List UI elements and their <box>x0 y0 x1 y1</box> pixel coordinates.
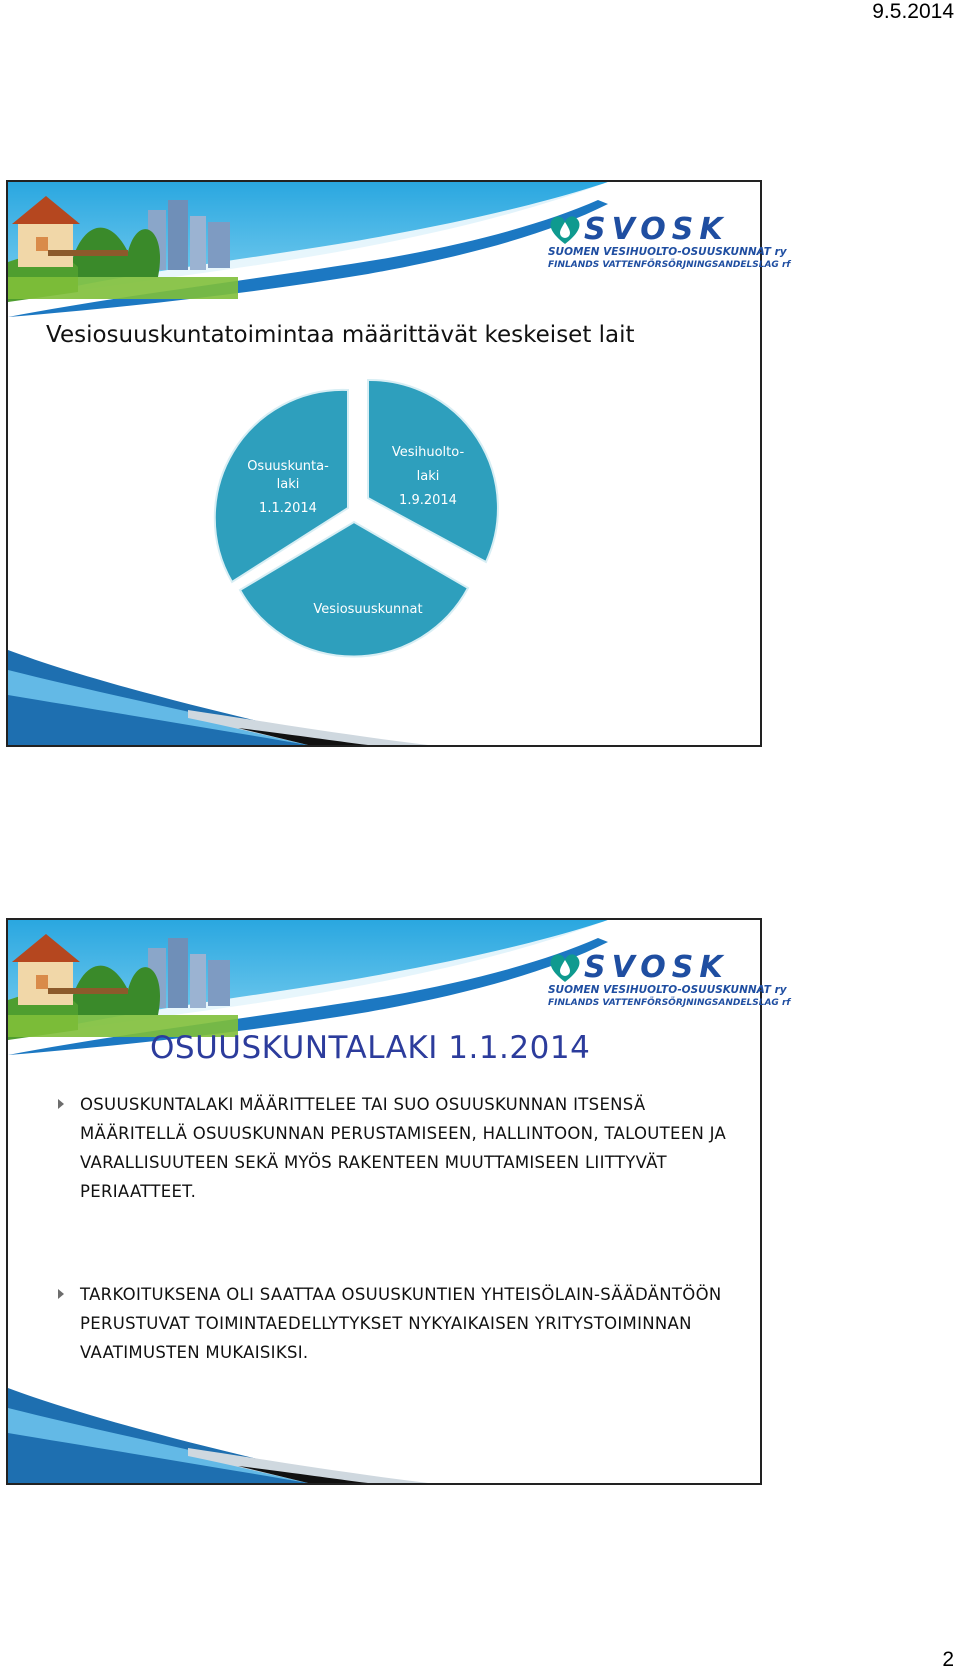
bullet-text: TARKOITUKSENA OLI SAATTAA OSUUSKUNTIEN YHTEISÖLAIN-SÄÄDÄNTÖÖN PERUSTUVAT TOIMINTAEDELLYTYKSET NYKYAIKAISEN YRITYSTOIMINNAN VAATIMUSTEN MUKAISIKSI. <box>80 1285 722 1362</box>
svosk-logo <box>548 212 791 272</box>
label-osuuskuntalaki <box>233 458 343 518</box>
logo-tagline-fi: SUOMEN VESIHUOLTO-OSUUSKUNNAT ry <box>548 246 787 258</box>
slide-title: Vesiosuuskuntatoimintaa määrittävät keskeiset lait <box>46 322 635 348</box>
bullet-arrow-icon <box>58 1099 64 1109</box>
slide-2 <box>6 918 791 1485</box>
label-line: Osuuskunta- <box>247 459 329 474</box>
slide-title: OSUUSKUNTALAKI 1.1.2014 <box>150 1030 591 1066</box>
heart-drop-icon <box>548 950 582 984</box>
heart-drop-icon <box>548 212 582 246</box>
page-date: 9.5.2014 <box>872 0 954 23</box>
footer-swoosh-image <box>8 1388 764 1483</box>
slide-1 <box>6 180 791 747</box>
label-line: laki <box>416 469 440 484</box>
laws-pie-diagram <box>218 380 518 670</box>
label-line: 1.9.2014 <box>399 493 457 508</box>
label-line: 1.1.2014 <box>259 501 317 516</box>
logo-tagline-sv: FINLANDS VATTENFÖRSÖRJNINGSANDELSLAG rf <box>548 998 791 1008</box>
logo-wordmark: SVOSK <box>584 212 729 247</box>
bullet-item <box>58 1280 738 1367</box>
bullet-arrow-icon <box>58 1289 64 1299</box>
page-number: 2 <box>942 1648 954 1671</box>
label-line: Vesiosuuskunnat <box>313 602 423 617</box>
logo-tagline-fi: SUOMEN VESIHUOLTO-OSUUSKUNNAT ry <box>548 984 787 996</box>
label-line: Vesihuolto- <box>391 445 465 460</box>
bullet-item <box>58 1090 738 1206</box>
logo-wordmark: SVOSK <box>584 950 729 985</box>
footer-swoosh-image <box>8 650 764 745</box>
label-vesihuoltolaki <box>378 444 478 510</box>
svosk-logo <box>548 950 791 1010</box>
bullet-text: OSUUSKUNTALAKI MÄÄRITTELEE TAI SUO OSUUSKUNNAN ITSENSÄ MÄÄRITELLÄ OSUUSKUNNAN PERUSTAMISEEN, HALLINTOON, TALOUTEEN JA VARALLISUUTEEN SEKÄ MYÖS RAKENTEEN MUUTTAMISEEN LIITTYVÄT PERIAATTEET. <box>80 1095 727 1201</box>
label-line: laki <box>276 477 300 492</box>
label-vesiosuuskunnat <box>288 601 448 619</box>
logo-tagline-sv: FINLANDS VATTENFÖRSÖRJNINGSANDELSLAG rf <box>548 260 791 270</box>
